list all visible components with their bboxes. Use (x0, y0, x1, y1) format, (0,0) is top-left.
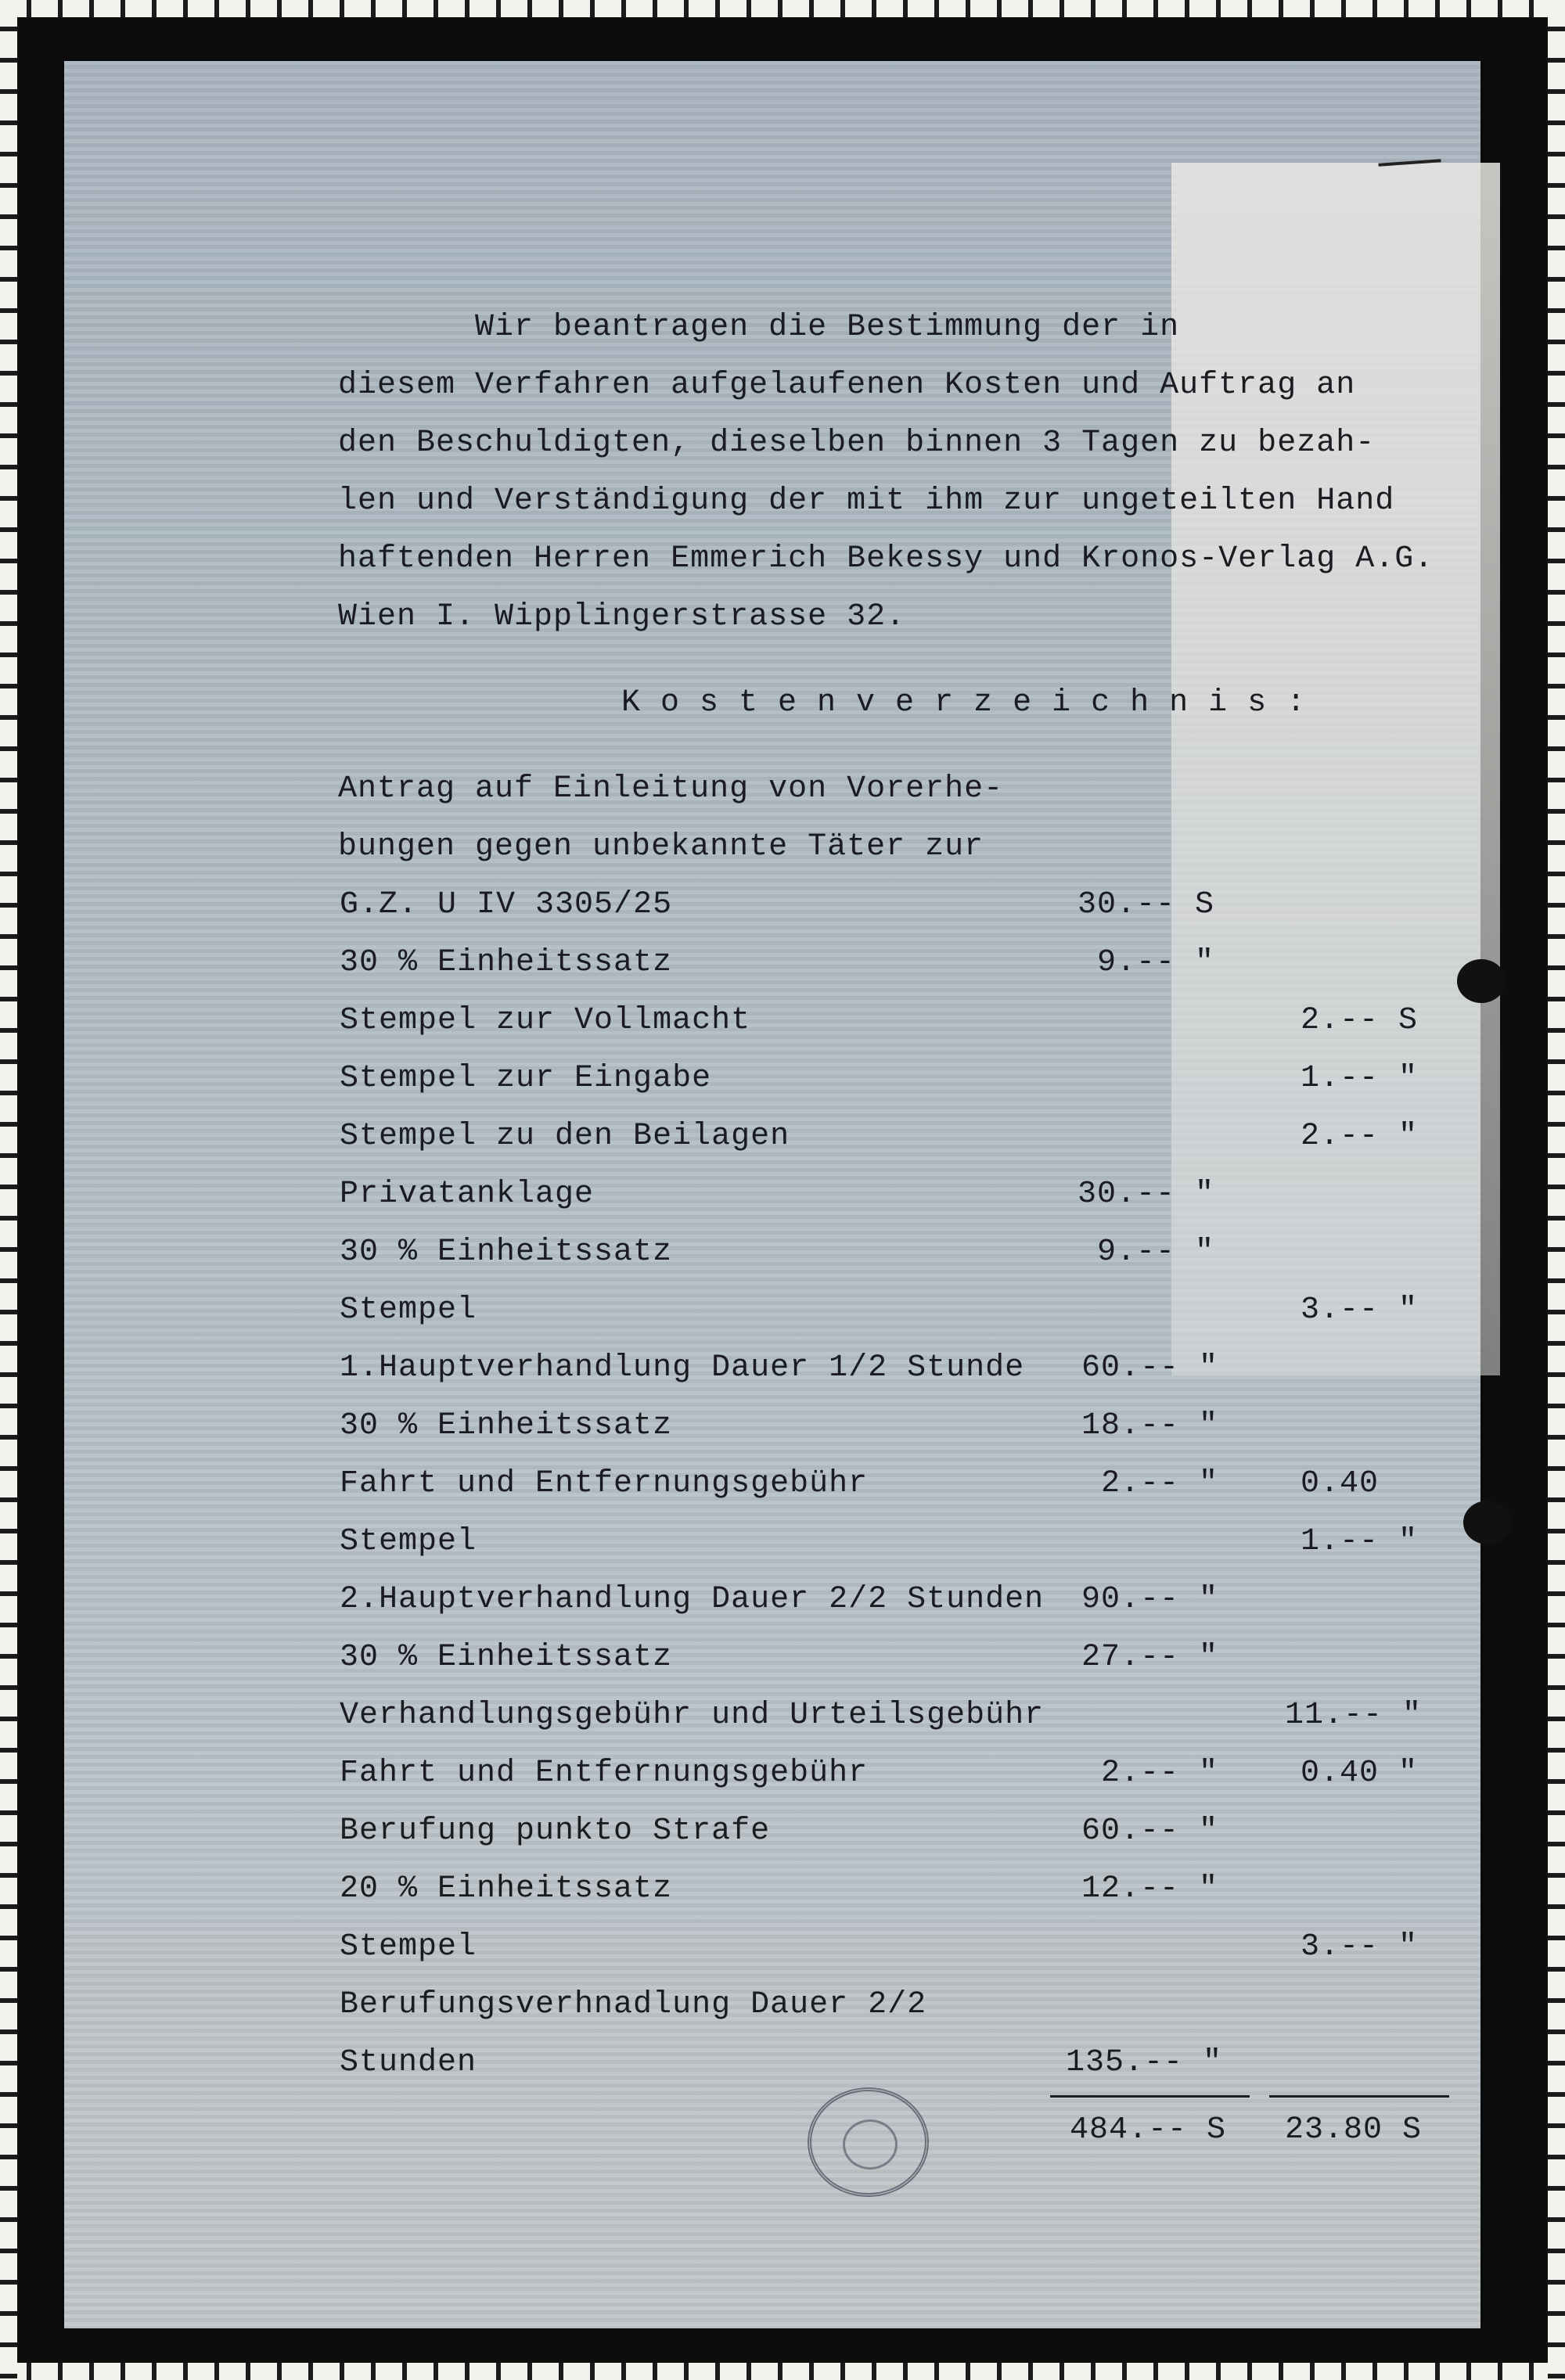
document-page (64, 61, 1480, 2328)
amount-fee: 12.-- " (1081, 1871, 1219, 1907)
paper-bleed-through (1171, 163, 1500, 1375)
ruler-right (1548, 0, 1565, 2380)
amount-fee: 2.-- " (1101, 1756, 1219, 1791)
amount-stamp: 0.40 (1301, 1466, 1380, 1501)
punch-hole (1463, 1501, 1512, 1544)
amount-stamp: 3.-- " (1301, 1292, 1419, 1328)
cost-label: Berufung punkto Strafe (340, 1814, 771, 1849)
amount-fee: 27.-- " (1081, 1640, 1219, 1675)
cost-label: 20 % Einheitssatz (340, 1871, 673, 1907)
cost-label: Privatanklage (340, 1177, 595, 1212)
total-fees: 484.-- S (1070, 2112, 1227, 2148)
amount-fee: 2.-- " (1101, 1466, 1219, 1501)
paragraph-line: den Beschuldigten, dieselben binnen 3 Tagen zu bezah- (338, 426, 1376, 461)
cost-label: Stempel zur Vollmacht (340, 1003, 751, 1038)
ruler-left (0, 0, 17, 2380)
amount-fee: 9.-- " (1097, 1235, 1215, 1270)
amount-stamp: 0.40 " (1301, 1756, 1419, 1791)
amount-fee: 9.-- " (1097, 945, 1215, 980)
cost-label: G.Z. U IV 3305/25 (340, 887, 673, 922)
punch-hole (1457, 959, 1506, 1003)
cost-label: Fahrt und Entfernungsgebühr (340, 1756, 869, 1791)
paragraph-line: len und Verständigung der mit ihm zur ungeteilten Hand (338, 484, 1395, 519)
cost-label: 30 % Einheitssatz (340, 945, 673, 980)
cost-label: Antrag auf Einleitung von Vorerhe- (338, 771, 1004, 807)
amount-stamp: 2.-- " (1301, 1119, 1419, 1154)
cost-label: Stempel zu den Beilagen (340, 1119, 790, 1154)
cost-label: Stempel (340, 1292, 477, 1328)
section-heading: K o s t e n v e r z e i c h n i s : (621, 685, 1307, 721)
cost-label: 30 % Einheitssatz (340, 1235, 673, 1270)
amount-stamp: 1.-- " (1301, 1524, 1419, 1559)
sum-rule (1050, 2095, 1250, 2098)
paragraph-line: haftenden Herren Emmerich Bekessy und Kronos-Verlag A.G. (338, 541, 1434, 577)
cost-label: 1.Hauptverhandlung Dauer 1/2 Stunde (340, 1350, 1025, 1386)
amount-stamp: 1.-- " (1301, 1061, 1419, 1096)
ruler-bottom (0, 2363, 1565, 2380)
cost-label: Stunden (340, 2045, 477, 2080)
cost-label: 30 % Einheitssatz (340, 1408, 673, 1443)
cost-label: 2.Hauptverhandlung Dauer 2/2 Stunden (340, 1582, 1045, 1617)
amount-fee: 135.-- " (1066, 2045, 1223, 2080)
amount-fee: 60.-- " (1081, 1350, 1219, 1386)
cost-label: 30 % Einheitssatz (340, 1640, 673, 1675)
cost-label: Berufungsverhnadlung Dauer 2/2 (340, 1987, 927, 2022)
amount-fee: 18.-- " (1081, 1408, 1219, 1443)
cost-label: Stempel zur Eingabe (340, 1061, 712, 1096)
amount-fee: 30.-- " (1078, 1177, 1215, 1212)
cost-label: Verhandlungsgebühr und Urteilsgebühr (340, 1698, 1045, 1733)
amount-fee: 60.-- " (1081, 1814, 1219, 1849)
amount-fee: 30.-- S (1078, 887, 1215, 922)
paragraph-line: diesem Verfahren aufgelaufenen Kosten und Auftrag an (338, 368, 1356, 403)
ruler-top (0, 0, 1565, 17)
amount-stamp: 2.-- S (1301, 1003, 1419, 1038)
amount-stamp: 3.-- " (1301, 1929, 1419, 1965)
amount-fee: 90.-- " (1081, 1582, 1219, 1617)
amount-stamp: 11.-- " (1285, 1698, 1423, 1733)
archive-stamp (808, 2087, 929, 2197)
paragraph-line: Wir beantragen die Bestimmung der in (338, 310, 1180, 345)
sum-rule (1269, 2095, 1449, 2098)
cost-label: Stempel (340, 1929, 477, 1965)
cost-label: Stempel (340, 1524, 477, 1559)
cost-label: bungen gegen unbekannte Täter zur (338, 829, 984, 865)
paragraph-line: Wien I. Wipplingerstrasse 32. (338, 599, 906, 635)
cost-label: Fahrt und Entfernungsgebühr (340, 1466, 869, 1501)
total-stamps: 23.80 S (1285, 2112, 1423, 2148)
